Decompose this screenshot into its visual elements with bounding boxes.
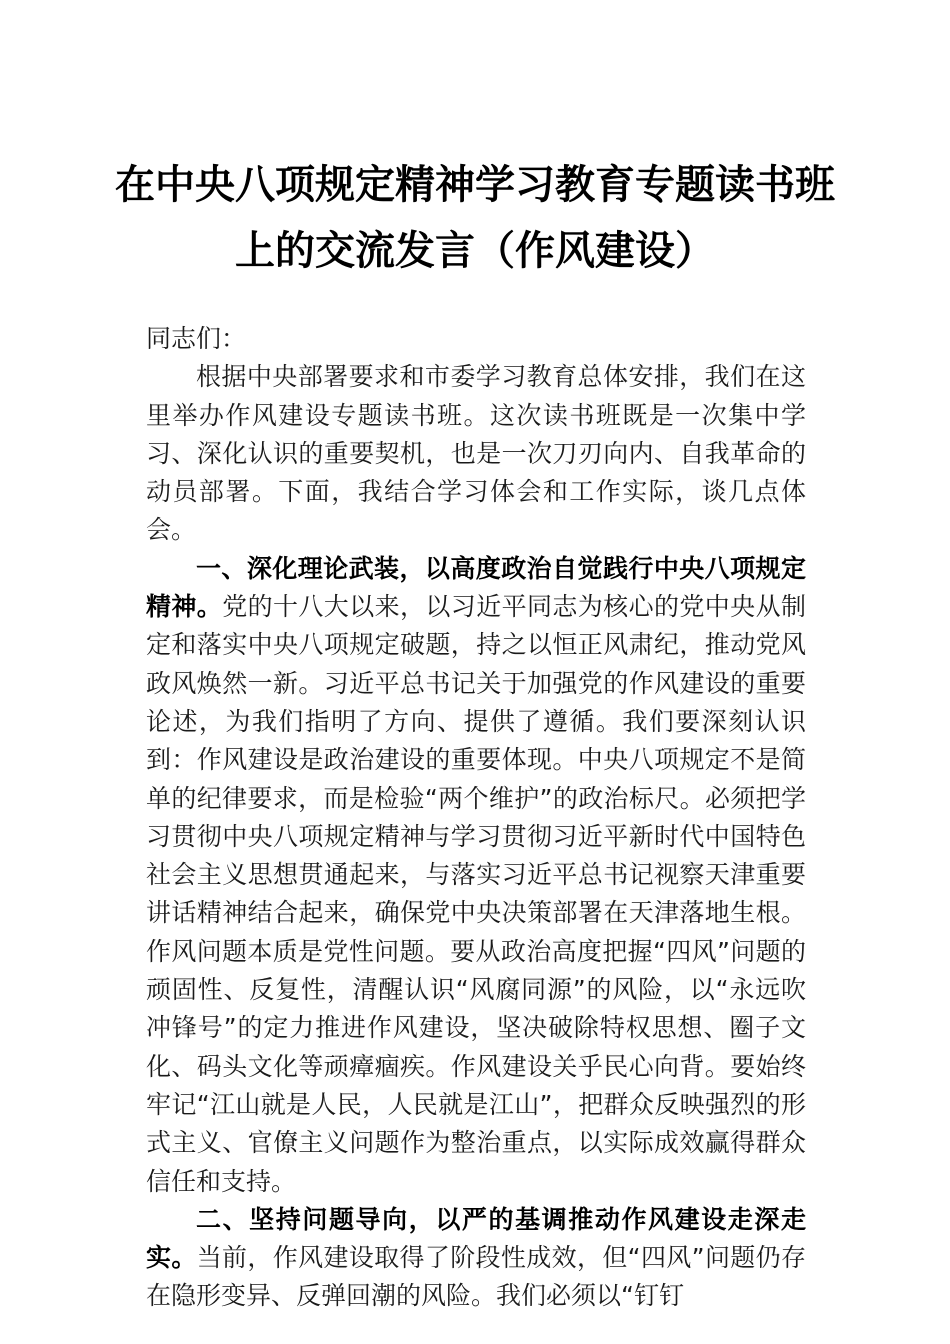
section-2-body: 当前，作风建设取得了阶段性成效，但“四风”问题仍存在隐形变异、反弹回潮的风险。我们必须以“钉钉: [146, 1243, 806, 1311]
section-1-paragraph: [146, 550, 806, 1201]
section-2-paragraph: [146, 1201, 806, 1316]
section-1-body: 党的十八大以来，以习近平同志为核心的党中央从制定和落实中央八项规定破题，持之以恒正风肃纪，推动党风政风焕然一新。习近平总书记关于加强党的作风建设的重要论述，为我们指明了方向、提供了遵循。我们要深刻认识到：作风建设是政治建设的重要体现。中央八项规定不是简单的纪律要求，而是检验“两个维护”的政治标尺。必须把学习贯彻中央八项规定精神与学习贯彻习近平新时代中国特色社会主义思想贯通起来，与落实习近平总书记视察天津重要讲话精神结合起来，确保党中央决策部署在天津落地生根。作风问题本质是党性问题。要从政治高度把握“四风”问题的顽固性、反复性，清醒认识“风腐同源”的风险，以“永远吹冲锋号”的定力推进作风建设，坚决破除特权思想、圈子文化、码头文化等顽瘴痼疾。作风建设关乎民心向背。要始终牢记“江山就是人民，人民就是江山”，把群众反映强烈的形式主义、官僚主义问题作为整治重点，以实际成效赢得群众信任和支持。: [146, 592, 806, 1196]
document-body: [146, 320, 806, 1316]
section-2-heading: 二、坚持问题导向，以严的基调推动作风建设走深走实。: [146, 1204, 806, 1273]
intro-paragraph: 根据中央部署要求和市委学习教育总体安排，我们在这里举办作风建设专题读书班。这次读书班既是一次集中学习、深化认识的重要契机，也是一次刀刃向内、自我革命的动员部署。下面，我结合学习体会和工作实际，谈几点体会。: [146, 362, 806, 545]
document-title-line-2: 上的交流发言（作风建设）: [235, 227, 715, 274]
document-title-line-1: 在中央八项规定精神学习教育专题读书班: [115, 161, 835, 208]
section-1-heading: 一、深化理论武装，以高度政治自觉践行中央八项规定精神。: [146, 553, 806, 622]
salutation: 同志们：: [146, 324, 247, 353]
